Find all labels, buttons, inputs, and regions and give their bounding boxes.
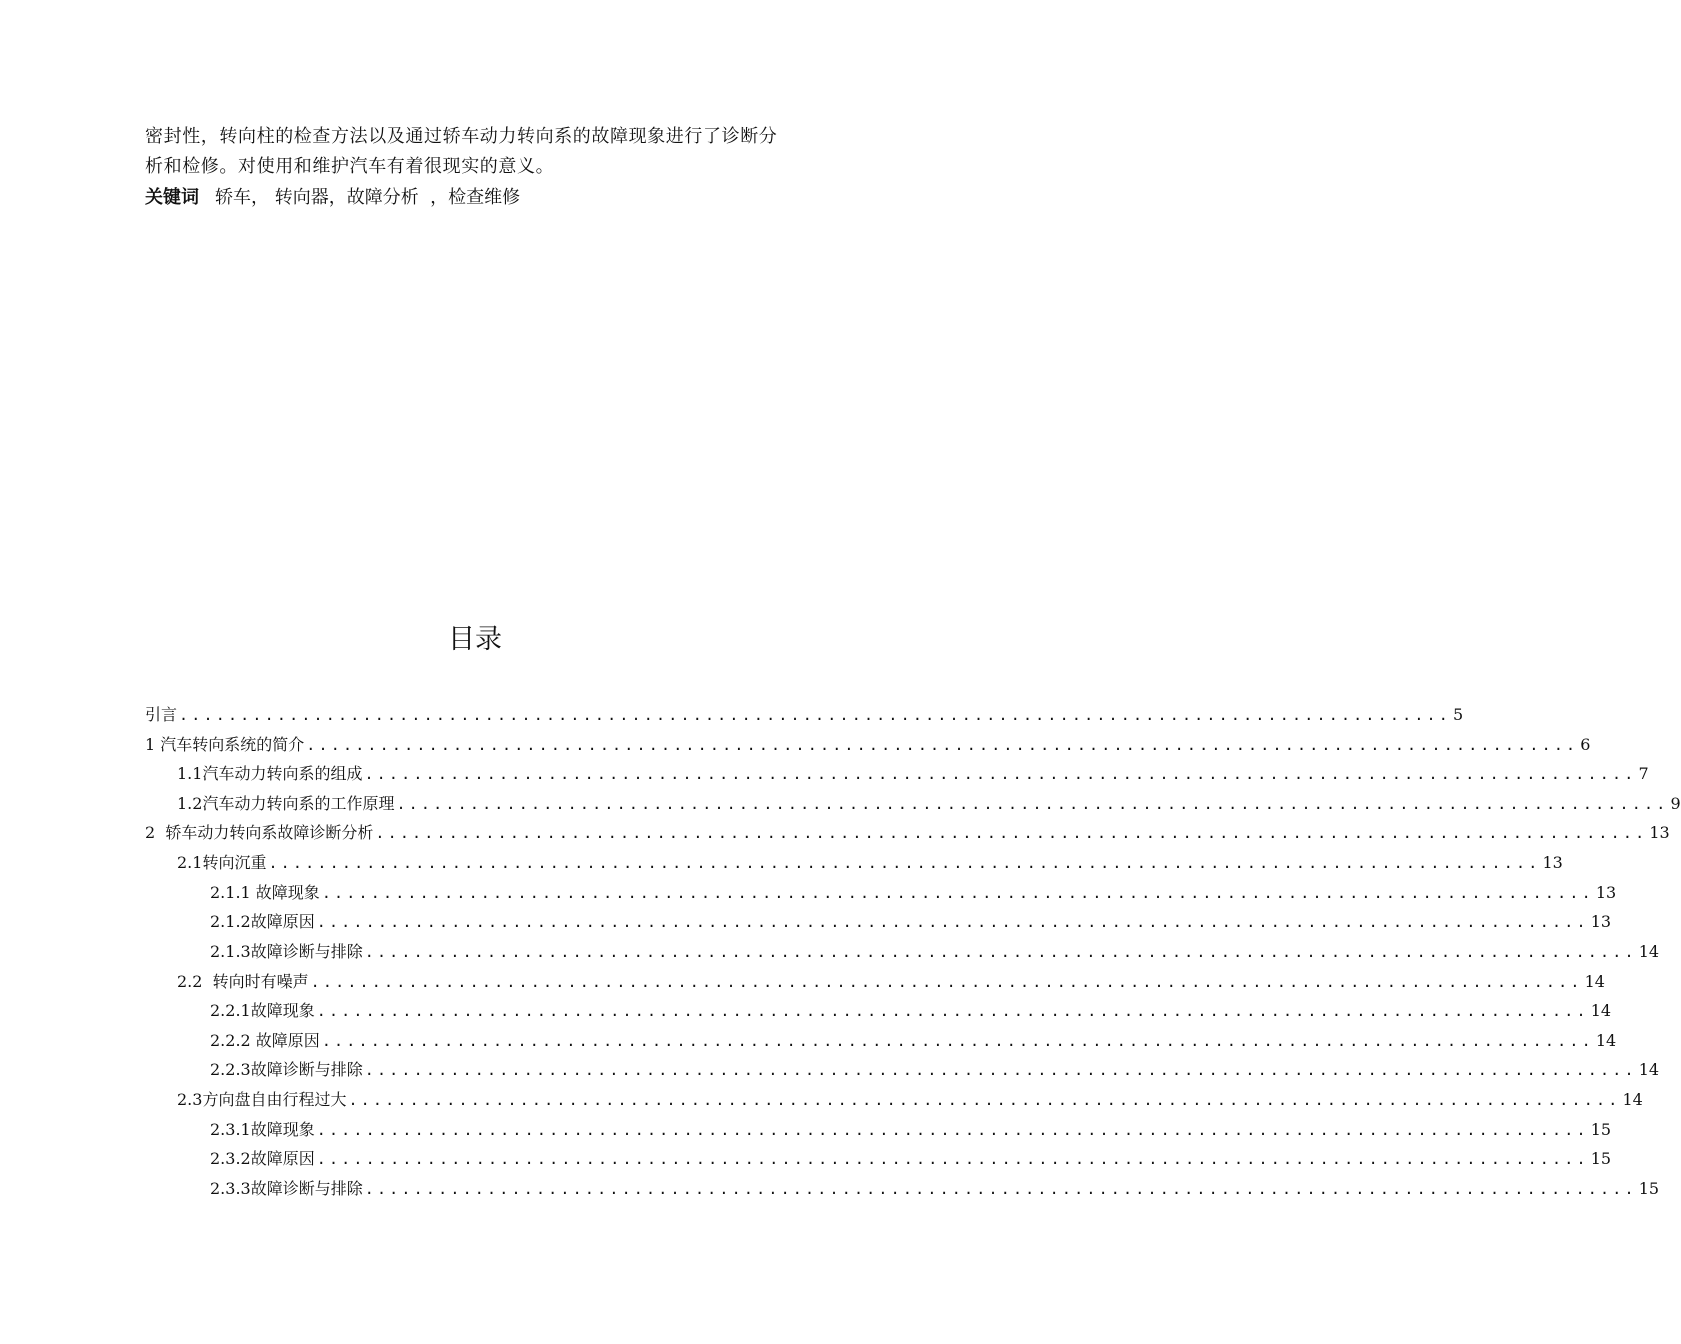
toc-entry-label: 2.3.3故障诊断与排除 xyxy=(210,1179,363,1198)
toc-entry-label: 2.3方向盘自由行程过大 xyxy=(177,1090,347,1109)
toc-leader-dots: ........................................................................................................ xyxy=(375,824,1648,842)
toc-entry[interactable] xyxy=(177,789,1681,819)
abstract-text xyxy=(145,122,810,182)
toc-leader-dots: ........................................................................................................ xyxy=(364,1061,1637,1079)
toc-entry-label: 2.3.2故障原因 xyxy=(210,1149,315,1168)
toc-entry[interactable] xyxy=(210,996,1612,1026)
toc-entry-label: 2.3.1故障现象 xyxy=(210,1120,315,1139)
toc-leader-dots: ........................................................................................................ xyxy=(316,913,1589,931)
toc-entry[interactable] xyxy=(177,848,1563,878)
toc-entry-page: 15 xyxy=(1590,1149,1612,1168)
toc-entry-page: 7 xyxy=(1638,764,1649,783)
toc-entry-label: 2.1.2故障原因 xyxy=(210,912,315,931)
toc-entry-page: 14 xyxy=(1622,1090,1643,1109)
toc-entry-label: 2.2 转向时有噪声 xyxy=(177,972,309,991)
toc-entry-page: 15 xyxy=(1638,1179,1660,1198)
toc-entry[interactable] xyxy=(145,818,1670,848)
toc-entry-page: 14 xyxy=(1595,1031,1617,1050)
toc-leader-dots: ........................................................................................................ xyxy=(306,736,1579,754)
toc-entry-label: 2.1.1 故障现象 xyxy=(210,883,320,902)
toc-entry-label: 引言 xyxy=(145,705,178,724)
toc-entry-label: 1.1汽车动力转向系的组成 xyxy=(177,764,363,783)
toc-leader-dots: ........................................................................................................ xyxy=(364,765,1637,783)
toc-leader-dots: ........................................................................................................ xyxy=(364,943,1637,961)
toc-entry-label: 1 汽车转向系统的简介 xyxy=(145,735,305,754)
toc-leader-dots: ........................................................................................................ xyxy=(268,854,1541,872)
toc-entry[interactable] xyxy=(210,1026,1617,1056)
toc-leader-dots: ........................................................................................................ xyxy=(310,973,1583,991)
toc-leader-dots: ........................................................................................................ xyxy=(364,1180,1637,1198)
toc-entry[interactable] xyxy=(210,1115,1612,1145)
toc-entry-label: 2.1.3故障诊断与排除 xyxy=(210,942,363,961)
toc-entry[interactable] xyxy=(145,730,1591,760)
keywords-line xyxy=(145,183,520,213)
toc-entry-page: 13 xyxy=(1649,823,1670,842)
toc-title: 目录 xyxy=(448,624,502,655)
toc-entry[interactable] xyxy=(177,1085,1643,1115)
toc-entry[interactable] xyxy=(210,937,1660,967)
toc-entry-page: 14 xyxy=(1638,1060,1660,1079)
toc-leader-dots: ........................................................................................................ xyxy=(321,1032,1594,1050)
toc-entry-page: 14 xyxy=(1590,1001,1612,1020)
toc-leader-dots: ........................................................................................................ xyxy=(316,1002,1589,1020)
toc-entry[interactable] xyxy=(177,759,1649,789)
toc-entry-page: 6 xyxy=(1580,735,1591,754)
toc-leader-dots: ........................................................................................................ xyxy=(316,1121,1589,1139)
toc-entry-page: 13 xyxy=(1590,912,1612,931)
toc-entry[interactable] xyxy=(210,1174,1660,1204)
toc-entry-page: 14 xyxy=(1638,942,1660,961)
toc-entry[interactable] xyxy=(145,700,1464,730)
toc-entry-label: 2.2.1故障现象 xyxy=(210,1001,315,1020)
toc-entry-label: 2 轿车动力转向系故障诊断分析 xyxy=(145,823,374,842)
toc-entry-page: 9 xyxy=(1670,794,1681,813)
keywords-text: 轿车， 转向器，故障分析 ，检查维修 xyxy=(215,187,521,208)
toc-entry-label: 2.2.3故障诊断与排除 xyxy=(210,1060,363,1079)
toc-entry[interactable] xyxy=(210,1144,1612,1174)
toc-leader-dots: ........................................................................................................ xyxy=(316,1150,1589,1168)
toc-leader-dots: ........................................................................................................ xyxy=(396,795,1669,813)
keywords-label: 关键词 xyxy=(145,187,199,208)
toc-entry[interactable] xyxy=(210,878,1617,908)
toc-leader-dots: ........................................................................................................ xyxy=(348,1091,1621,1109)
toc-leader-dots: ........................................................................................................ xyxy=(321,884,1594,902)
toc-entry-label: 2.1转向沉重 xyxy=(177,853,267,872)
toc-entry-label: 2.2.2 故障原因 xyxy=(210,1031,320,1050)
toc-leader-dots: ........................................................................................................ xyxy=(179,706,1452,724)
toc-entry-page: 13 xyxy=(1595,883,1617,902)
toc-entry-page: 5 xyxy=(1453,705,1464,724)
toc-entry-label: 1.2汽车动力转向系的工作原理 xyxy=(177,794,395,813)
abstract-line: 析和检修。对使用和维护汽车有着很现实的意义。 xyxy=(145,156,555,177)
toc-entry[interactable] xyxy=(210,1055,1660,1085)
abstract-line: 密封性，转向柱的检查方法以及通过轿车动力转向系的故障现象进行了诊断分 xyxy=(145,126,778,147)
toc-entry-page: 14 xyxy=(1584,972,1605,991)
toc-entry-page: 15 xyxy=(1590,1120,1612,1139)
toc-entry[interactable] xyxy=(177,967,1605,997)
toc-entry-page: 13 xyxy=(1542,853,1563,872)
toc-entry[interactable] xyxy=(210,907,1612,937)
